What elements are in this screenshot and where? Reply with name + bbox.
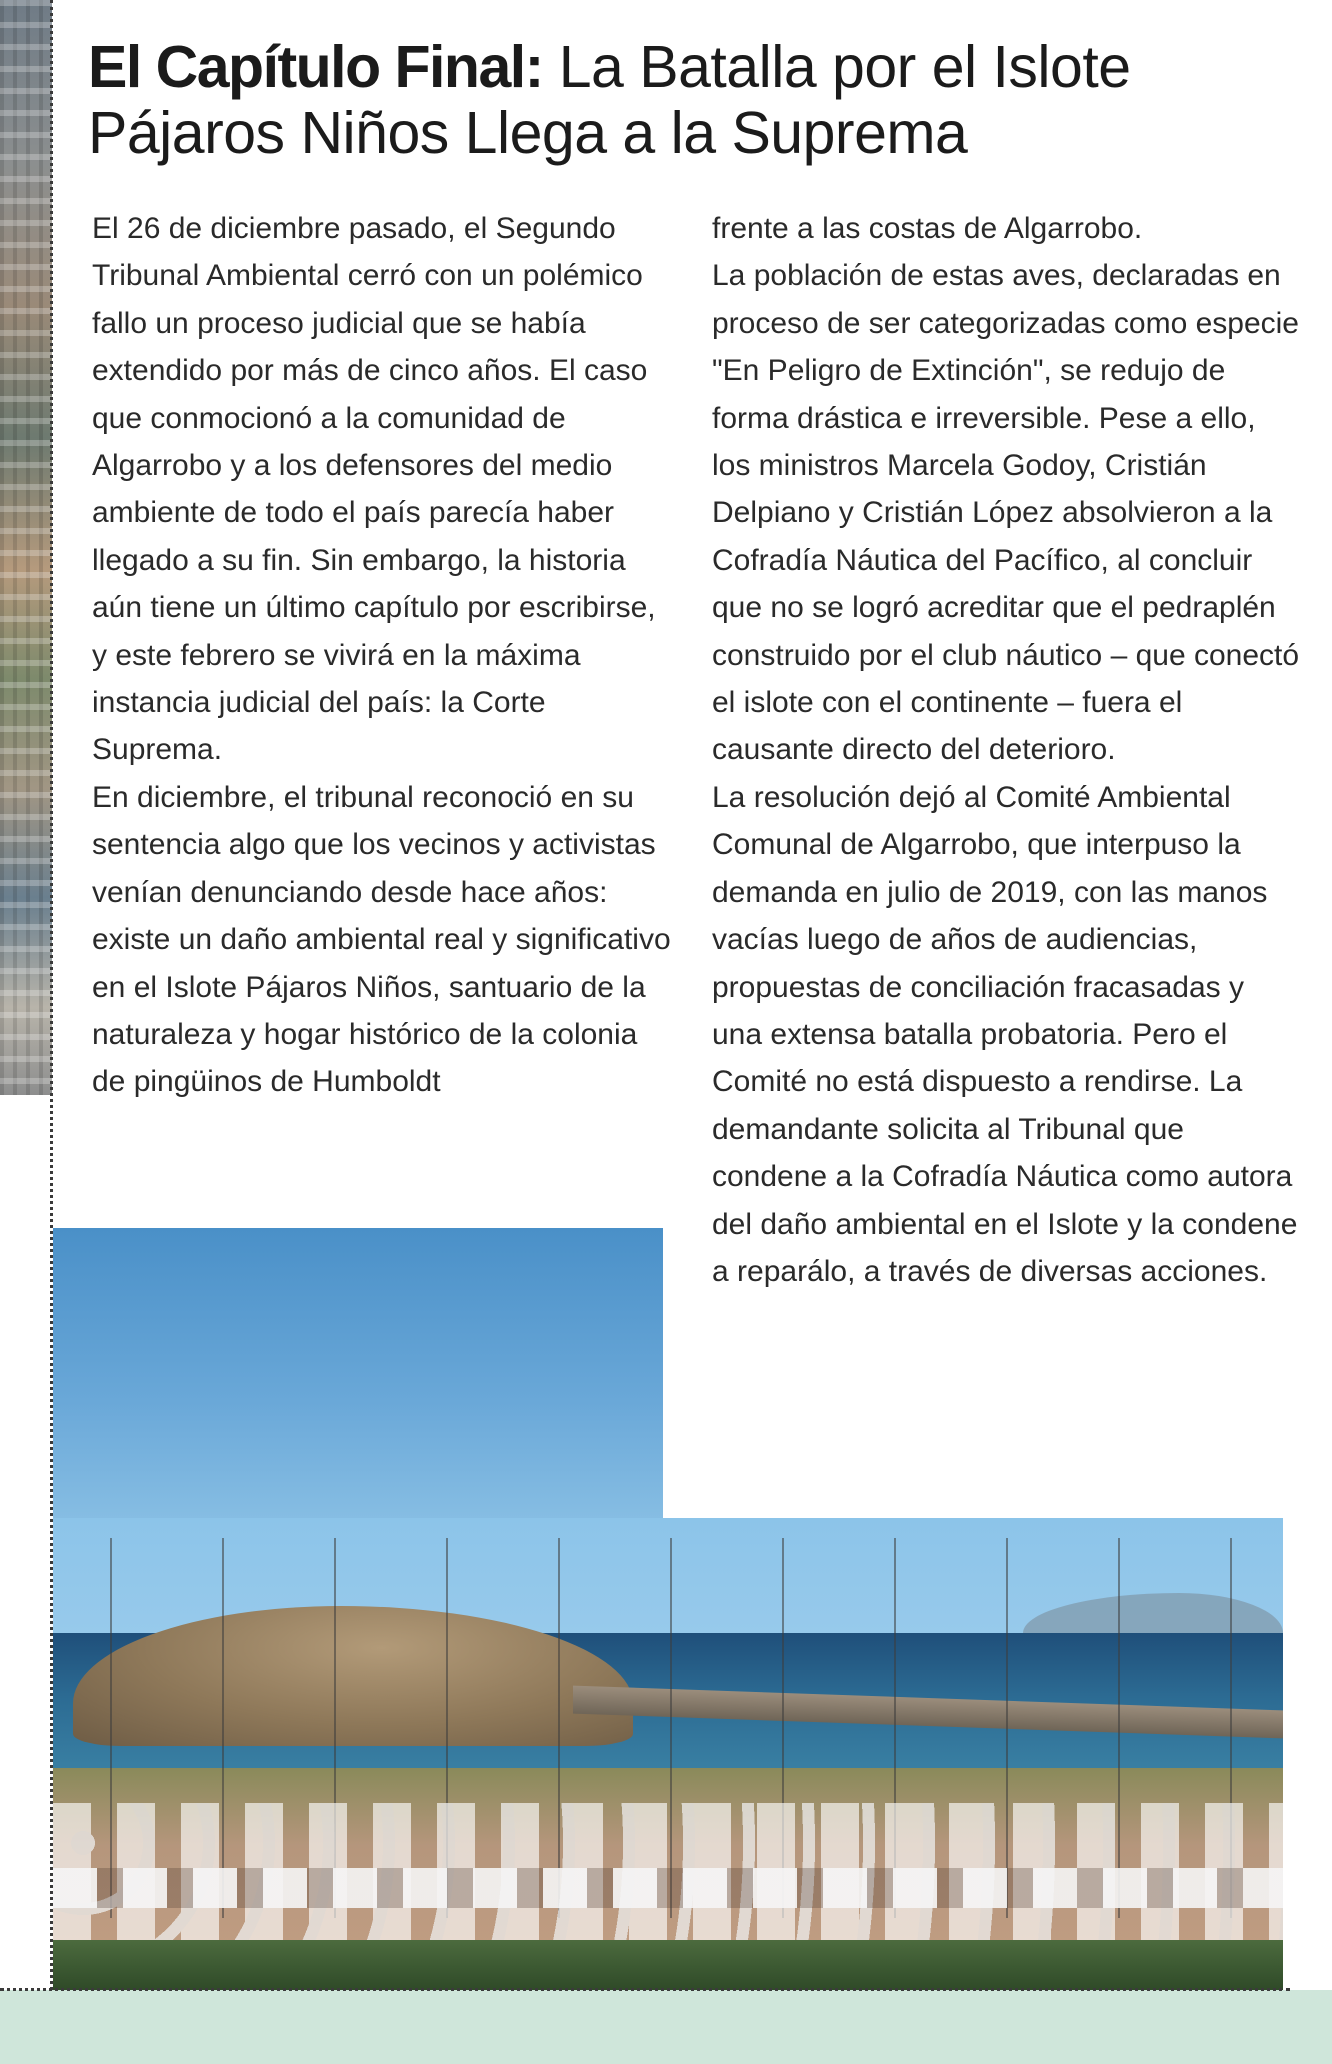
paragraph: frente a las costas de Algarrobo. — [712, 212, 1143, 245]
article-column-right — [712, 205, 1302, 1295]
paragraph: El 26 de diciembre pasado, el Segundo Tribunal Ambiental cerró con un polémico fallo un proceso judicial que se había extendido por más de cinco años. El caso que conmocionó a la comunidad de Algarrobo y a los defensores del medio ambiente de todo el país parecía haber llegado a su fin. Sin embargo, la historia aún tiene un último capítulo por escribirse, y este febrero se vivirá en la máxima instancia judicial del país: la Corte Suprema. — [92, 212, 656, 767]
article-column-left — [92, 205, 672, 1106]
headline-regular: La Batalla por el Islote Pájaros Niños Llega a la Suprema — [88, 34, 1131, 166]
photo-sky-upper — [53, 1228, 663, 1518]
paragraph: La población de estas aves, declaradas en proceso de ser categorizadas como especie "En Peligro de Extinción", se redujo de forma drástica e irreversible. Pese a ello, los ministros Marcela Godoy, Cristián Delpiano y Cristián López absolvieron a la Cofradía Náutica del Pacífico, al concluir que no se logró acreditar que el pedraplén construido por el club náutico – que conectó el islote con el continente – fuera el causante directo del deterioro. — [712, 259, 1300, 767]
paragraph: En diciembre, el tribunal reconoció en su sentencia algo que los vecinos y activistas venían denunciando desde hace años: existe un daño ambiental real y significativo en el Islote Pájaros Niños, santuario de la naturaleza y hogar histórico de la colonia de pingüinos de Humboldt — [92, 780, 671, 1099]
bottom-color-band — [0, 1990, 1332, 2064]
headline-bold: El Capítulo Final: — [88, 34, 543, 100]
photo-grass — [53, 1940, 1283, 1990]
dotted-divider-horizontal — [0, 1988, 1290, 1991]
headline — [88, 34, 1308, 166]
photo-boats-row — [53, 1868, 1283, 1908]
paragraph: La resolución dejó al Comité Ambiental Comunal de Algarrobo, que interpuso la demanda en julio de 2019, con las manos vacías luego de años de audiencias, propuestas de conciliación fracasadas y una extensa batalla probatoria. Pero el Comité no está dispuesto a rendirse. La demandante solicita al Tribunal que condene a la Cofradía Náutica como autora del daño ambiental en el Islote y la condene a reparálo, a través de diversas acciones. — [712, 780, 1298, 1288]
aerial-city-photo-strip — [0, 0, 52, 1095]
